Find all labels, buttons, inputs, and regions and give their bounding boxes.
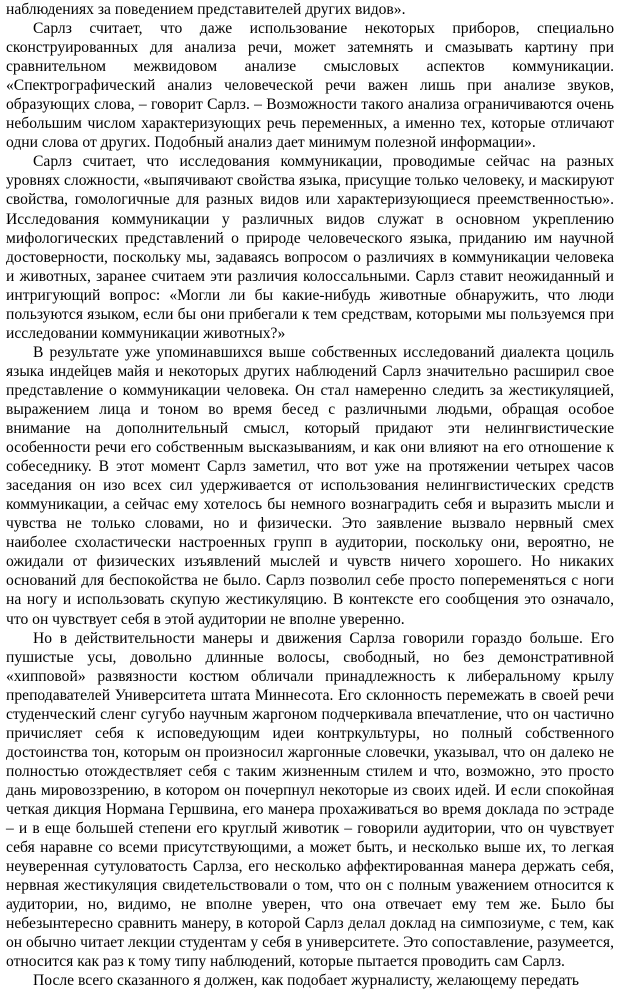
paragraph-spectrographic-analysis: Сарлз считает, что даже использование некоторых приборов, специально сконструированных для анализа речи, может затемнять и смазывать картину при сравнительном межвидовом анализе смысловых аспектов коммуникации. «Спектрографический анализ человеческой речи важен лишь при анализе звуков, образующих слова, – говорит Сарлз. – Возможности такого анализа ограничиваются очень небольшим числом характеризующих речь переменных, а именно тех, которые отличают одни слова от других. Подобный анализ дает минимум полезной информации». <box>6 20 614 152</box>
paragraph-sarles-manners: Но в действительности манеры и движения Сарлза говорили гораздо больше. Его пушистые усы, довольно длинные волосы, свободный, но без демонстративной «хипповой» развязности костюм обличали принадлежность к либеральному крылу преподавателей Университета штата Миннесота. Его склонность перемежать в своей речи студенческий сленг сугубо научным жаргоном подчеркивала впечатление, что он частично причисляет себя к исповедующим идеи контркультуры, но полный собственного достоинства тон, которым он произносил жаргонные словечки, указывал, что он далеко не полностью отождествляет себя с таким жизненным стилем и что, возможно, это просто дань мировоззрению, в котором он почерпнул некоторые из своих идей. И если спокойная четкая дикция Нормана Гершвина, его манера прохаживаться во время доклада по эстраде – и в еще большей степени его круглый животик – говорили аудитории, что он чувствует себя наравне со всеми присутствующими, а может быть, и несколько выше их, то легкая неуверенная сутуловатость Сарлза, его несколько аффектированная манера держать себя, нервная жестикуляция свидетельствовали о том, что он с полным уважением относится к аудитории, но, видимо, не вполне уверен, что она отвечает ему тем же. Было бы небезынтересно сравнить манеру, в которой Сарлз делал доклад на симпозиуме, с тем, как он обычно читает лекции студентам у себя в университете. Это сопоставление, разумеется, относится как раз к тому типу наблюдений, которые пытается проводить сам Сарлз. <box>6 629 614 971</box>
paragraph-tzotzil-observations: В результате уже упоминавшихся выше собственных исследований диалекта цоциль языка индейцев майя и некоторых других наблюдений Сарлз значительно расширил свое представление о коммуникации человека. Он стал намеренно следить за жестикуляцией, выражением лица и тоном во время бесед с различными людьми, обращая особое внимание на дополнительный смысл, который придают эти нелингвистические особенности речи его собственным высказываниям, и как они влияют на его отношение к собеседнику. В этот момент Сарлз заметил, что вот уже на протяжении четырех часов заседания он изо всех сил удерживается от использования нелингвистических средств коммуникации, а сейчас ему хотелось бы немного вознаградить себя и выразить мысли и чувства не только словами, но и физически. Это заявление вызвало нервный смех наиболее схоластически настроенных групп в аудитории, поскольку они, вероятно, не ожидали от физических изъявлений мыслей и чувств ничего хорошего. Но никаких оснований для беспокойства не было. Сарлз позволил себе просто попеременяться с ноги на ногу и использовать скупую жестикуляцию. В контексте его сообщения это означало, что он чувствует себя в этой аудитории не вполне уверенно. <box>6 343 614 628</box>
paragraph-continuation: наблюдениях за поведением представителей других видов». <box>6 1 406 18</box>
paragraph-communication-research: Сарлз считает, что исследования коммуникации, проводимые сейчас на разных уровнях сложности, «выпячивают свойства языка, присущие только человеку, и маскируют свойства, гомологичные для разных видов или характеризующиеся преемственностью». Исследования коммуникации у различных видов служат в основном укреплению мифологических представлений о природе человеческого языка, приданию им научной достоверности, поскольку мы, задаваясь вопросом о различиях в коммуникации человека и животных, заранее считаем эти различия колоссальными. Сарлз ставит неожиданный и интригующий вопрос: «Могли ли бы какие-нибудь животные обнаружить, что люди пользуются языком, если бы они прибегали к тем средствам, которыми мы пользуемся при исследовании коммуникации животных?» <box>6 153 614 342</box>
paragraph-closing-fragment: После всего сказанного я должен, как подобает журналисту, желающему передать <box>33 972 580 990</box>
